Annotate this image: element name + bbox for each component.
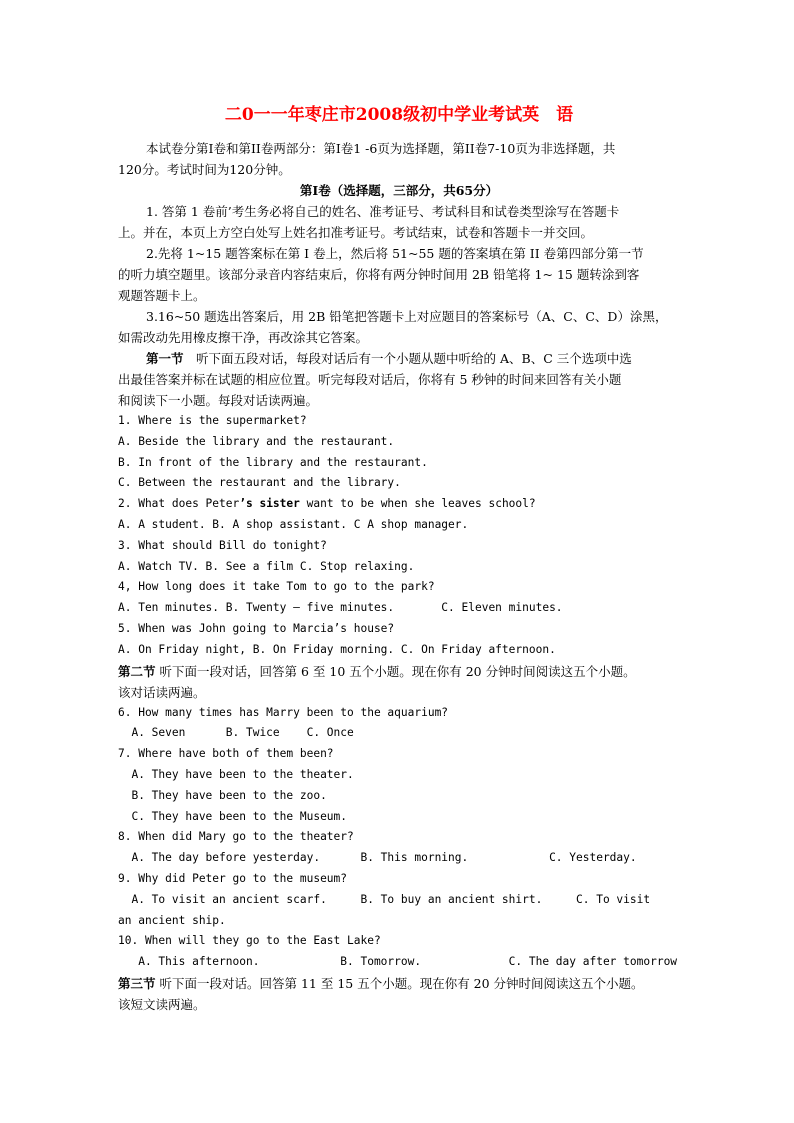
option-line: A. Beside the library and the restaurant. [118,434,395,448]
question-line: 10. When will they go to the East Lake? [118,934,381,948]
option-line: A. This afternoon. B. Tomorrow. C. The day after tomorrow [118,955,678,969]
option-line: A. They have been to the theater. [118,767,354,781]
intro-line: 120分。考试时间为120分钟。 [118,162,291,177]
option-line: A. The day before yesterday. B. This morning. C. Yesterday. [118,851,637,865]
question-line: 9. Why did Peter go to the museum? [118,871,348,885]
question-line: 7. Where have both of them been? [118,747,334,761]
instruction-line: 3.16~50 题选出答案后，用 2B 铅笔把答题卡上对应题目的答案标号（A、C、C、D）涂黑， [146,309,668,324]
option-line: C. Between the restaurant and the library. [118,476,401,490]
section1-text: 出最佳答案并标在试题的相应位置。听完每段对话后，你将有 5 秒钟的时间来回答有关小题 [118,372,622,387]
instruction-line: 1. 答第 1 卷前’考生务必将自己的姓名、准考证号、考试科目和试卷类型涂写在答题卡 [146,204,620,219]
instruction-line: 如需改动先用橡皮擦干净，再改涂其它答案。 [118,330,369,345]
option-line: A. Watch TV. B. See a film C. Stop relaxing. [118,559,415,573]
section2-text: 该对话读两遍。 [118,684,206,700]
option-line: C. They have been to the Museum. [118,809,348,823]
part1-heading: 第I卷（选择题，三部分，共65分） [299,183,499,198]
option-line: A. Seven B. Twice C. Once [118,726,354,740]
section3-text: 听下面一段对话。回答第 11 至 15 五个小题。现在你有 20 分钟时间阅读这五个小题。 [155,975,644,991]
question-line: 6. How many times has Marry been to the aquarium? [118,705,449,719]
question-line [118,494,680,515]
option-line: B. They have been to the zoo. [118,788,327,802]
exam-page [118,104,680,1015]
question-text: 2. What does Peter [118,497,240,511]
section3-label: 第三节 [118,975,156,991]
section1-text: 和阅读下一小题。每段对话读两遍。 [118,393,319,408]
question-bold-text: ’s sister [239,497,300,511]
section3-intro [118,973,680,994]
question-line: 8. When did Mary go to the theater? [118,830,354,844]
instruction-line: 上。并在，本页上方空白处写上姓名扣准考证号。考试结束，试卷和答题卡一并交回。 [118,225,594,240]
question-line: 1. Where is the supermarket? [118,414,307,427]
option-line: A. To visit an ancient scarf. B. To buy an ancient shirt. C. To visit [118,892,651,906]
option-line: A. A student. B. A shop assistant. C A shop manager. [118,517,469,531]
question-line: 4, How long does it take Tom to go to the park? [118,580,435,594]
question-line: 3. What should Bill do tonight? [118,538,327,552]
option-line: an ancient ship. [118,913,226,927]
question-text: want to be when she leaves school? [299,497,536,511]
section3-text: 该短文读两遍。 [118,996,206,1012]
option-line: A. Ten minutes. B. Twenty – five minutes. C. Eleven minutes. [118,601,563,615]
option-line: B. In front of the library and the restaurant. [118,455,428,469]
instruction-line: 观题答题卡上。 [118,288,206,303]
option-line: A. On Friday night, B. On Friday morning. C. On Friday afternoon. [118,642,556,656]
section1-intro [118,348,680,369]
section2-intro [118,661,680,682]
section2-label: 第二节 [118,663,156,679]
instruction-line: 的听力填空题里。该部分录音内容结束后，你将有两分钟时间用 2B 铅笔将 1~ 15 题转涂到客 [118,267,640,282]
section1-label: 第一节 [146,351,184,366]
section1-text: 听下面五段对话，每段对话后有一个小题从题中听给的 A、B、C 三个选项中选 [183,351,632,366]
instruction-line: 2.先将 1~15 题答案标在第 I 卷上，然后将 51~55 题的答案填在第 II 卷第四部分第一节 [146,246,644,261]
intro-line: 本试卷分第I卷和第II卷两部分：第I卷1 -6页为选择题，第II卷7-10页为非选择题，共 [146,141,616,156]
question-line: 5. When was John going to Marcia’s house? [118,621,395,635]
section2-text: 听下面一段对话，回答第 6 至 10 五个小题。现在你有 20 分钟时间阅读这五个小题。 [155,663,636,679]
exam-title: 二0一一年枣庄市2008级初中学业考试英 语 [224,105,574,125]
